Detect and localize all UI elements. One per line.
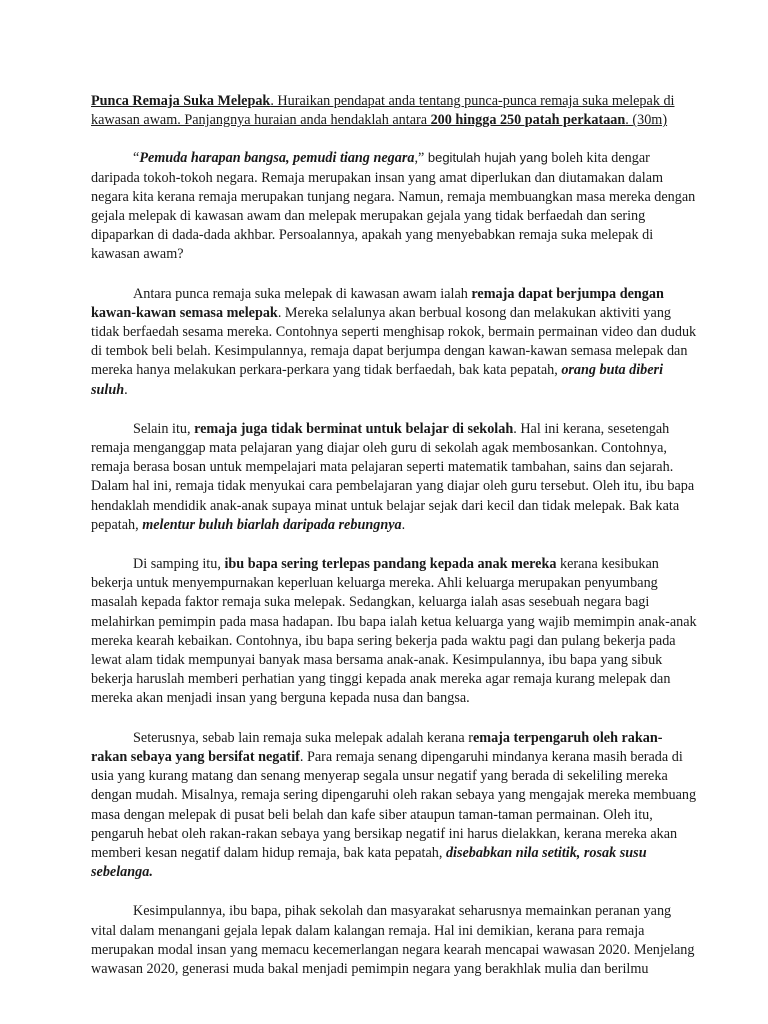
slogan-quote: Pemuda harapan bangsa, pemudi tiang negara [139, 150, 415, 167]
paragraph-point-3 [91, 555, 698, 709]
key-point: remaja dapat berjumpa dengan kawan-kawan semasa melepak [91, 285, 664, 321]
text: . Mereka selalunya akan berbual kosong dan melakukan aktiviti yang tidak berfaedah sesama mereka. Contohnya seperti menghisap rokok, bermain permainan video dan duduk di tembok beli belah. Kesimpulannya, remaja dapat berjumpa dengan kawan-kawan semasa melepak dan mereka hanya melakukan perkara-perkara yang tidak berfaedah, bak kata pepatah, [91, 304, 697, 379]
open-quote: “ [133, 150, 140, 167]
text: Kesimpulannya, ibu bapa, pihak sekolah dan masyarakat seharusnya memainkan peranan yang vital dalam menangani gejala lepak dalam kalangan remaja. Hal ini demikian, kerana para remaja merupakan modal insan yang memacu kecemerlangan negara kearah mencapai wawasan 2020. Menjelang wawasan 2020, generasi muda bakal menjadi pemimpin negara yang berakhlak mulia dan berilmu [91, 903, 695, 977]
paragraph-introduction [91, 148, 698, 264]
proverb: melentur buluh biarlah daripada rebungnya [142, 516, 402, 533]
paragraph-point-1 [91, 285, 698, 400]
close-quote: ,” [414, 150, 428, 167]
text: . [124, 381, 128, 398]
intro-text: boleh kita dengar daripada tokoh-tokoh negara. Remaja merupakan insan yang amat diperlukan dan diutamakan dalam negara kita kerana remaja merupakan tunjang negara. Namun, remaja membuangkan masa mereka dengan gejala melepak di kawasan awam dan melepak merupakan gejala yang tidak berfaedah dan sering dipaparkan di dada-dada akhbar. Persoalannya, apakah yang menyebabkan remaja suka melepak di kawasan awam? [91, 150, 696, 263]
proverb: disebabkan nila setitik, rosak susu sebelanga. [91, 844, 647, 881]
essay-heading [91, 92, 698, 130]
paragraph-point-2 [91, 420, 698, 535]
text: Antara punca remaja suka melepak di kawasan awam ialah [133, 285, 472, 302]
proverb: orang buta diberi suluh [91, 362, 664, 398]
key-point: emaja terpengaruh oleh rakan-rakan sebaya yang bersifat negatif [91, 729, 663, 765]
key-point: remaja juga tidak berminat untuk belajar di sekolah [194, 420, 514, 437]
text: . Hal ini kerana, sesetengah remaja menganggap mata pelajaran yang diajar oleh guru di sekolah agak membosankan. Contohnya, remaja berasa bosan untuk mempelajari mata pelajaran seperti matematik tambahan, sains dan sejarah. Dalam hal ini, remaja tidak menyukai cara pembelajaran yang diajar oleh guru tersebut. Oleh itu, ibu bapa hendaklah mendidik anak-anak supaya minat untuk belajar sejak dari kecil dan tidak melepak. Bak kata pepatah, [91, 420, 695, 533]
paragraph-conclusion [91, 902, 698, 979]
text: Selain itu, [133, 420, 195, 437]
text: . [401, 516, 406, 533]
marks: . (30m) [625, 112, 668, 129]
paragraph-point-4 [91, 729, 698, 883]
inline-sans-text: begitulah hujah yang [427, 150, 548, 166]
word-range: 200 hingga 250 patah perkataan [430, 112, 626, 129]
essay-prompt: . Huraikan pendapat anda tentang punca-punca remaja suka melepak di kawasan awam. Panjangnya huraian anda hendaklah antara [91, 93, 675, 129]
text: Seterusnya, sebab lain remaja suka melepak adalah kerana r [133, 729, 473, 746]
essay-title: Punca Remaja Suka Melepak [91, 93, 271, 109]
text: . Para remaja senang dipengaruhi mindanya kerana masih berada di usia yang kurang matang dan senang menyerap segala unsur negatif yang berada di sekeliling mereka dengan mudah. Misalnya, remaja sering dipengaruhi oleh rakan sebaya yang mengajak mereka membuang masa dengan melepak di pusat beli belah dan kafe siber ataupun taman-taman permainan. Oleh itu, pengaruh hebat oleh rakan-rakan sebaya yang bersikap negatif ini harus dielakkan, kerana mereka akan memberi kesan negatif dalam hidup remaja, bak kata pepatah, [91, 748, 697, 861]
text: kerana kesibukan bekerja untuk menyempurnakan keperluan keluarga mereka. Ahli keluarga merupakan penyumbang masalah kepada faktor remaja suka melepak. Sedangkan, keluarga ialah asas sesebuah negara bagi melahirkan pemimpin pada masa hadapan. Ibu bapa ialah ketua keluarga yang wajib memimpin anak-anak mereka kearah kebaikan. Contohnya, ibu bapa sering bekerja pada waktu pagi dan pulang bekerja pada lewat alam tidak mempunyai banyak masa bersama anak-anak. Kesimpulannya, ibu bapa yang sibuk bekerja haruslah memberi perhatian yang tinggi kepada anak mereka agar remaja kurang melepak dan mereka akan menjadi insan yang berguna kepada nusa dan bangsa. [91, 556, 697, 707]
text: Di samping itu, [133, 556, 225, 573]
key-point: ibu bapa sering terlepas pandang kepada anak mereka [224, 556, 557, 573]
